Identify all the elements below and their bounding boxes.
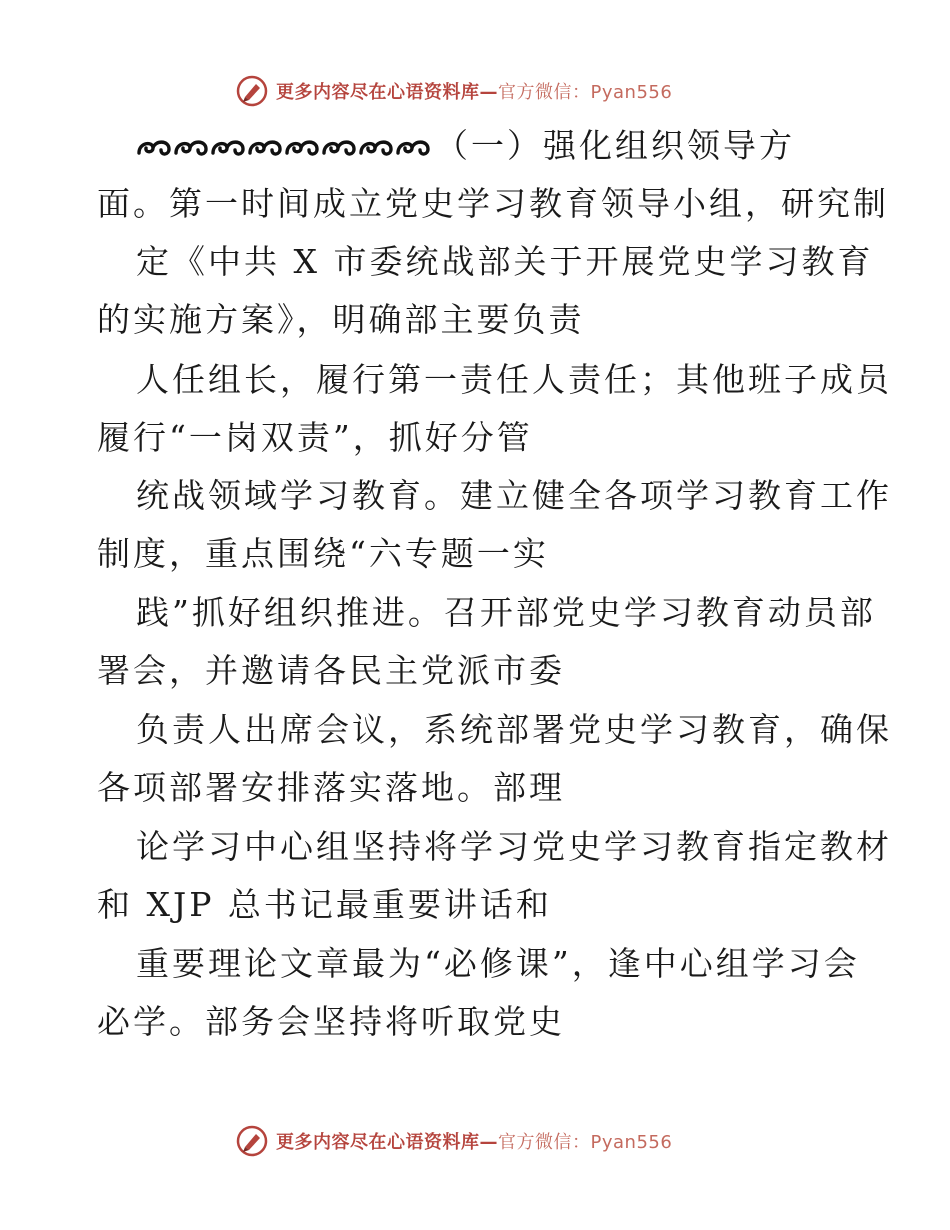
ornament-icon: [395, 136, 431, 160]
watermark-header: [236, 71, 672, 111]
doc-line-3: 定《中共 X 市委统战部关于开展党史学习教育: [136, 242, 874, 281]
watermark-brand: 更多内容尽在心语资料库: [276, 1132, 480, 1153]
doc-line-8: 制度，重点围绕“六专题一实: [97, 534, 549, 573]
watermark-text: [276, 1128, 672, 1154]
doc-line-1: [136, 126, 795, 166]
doc-line-13: 论学习中心组坚持将学习党史学习教育指定教材: [136, 827, 892, 866]
ornament-icon: [321, 136, 357, 160]
doc-line-11: 负责人出席会议，系统部署党史学习教育，确保: [136, 710, 892, 749]
doc-line-4: 的实施方案》，明确部主要负责: [97, 300, 585, 339]
watermark-wechat: 官方微信：Pyan556: [498, 1132, 673, 1153]
doc-line-2: 面。第一时间成立党史学习教育领导小组，研究制: [97, 184, 889, 223]
watermark-dash: —: [479, 1132, 498, 1153]
doc-line-5: 人任组长，履行第一责任人责任；其他班子成员: [136, 360, 892, 399]
doc-line-12: 各项部署安排落实落地。部理: [97, 768, 565, 807]
doc-line-7: 统战领域学习教育。建立健全各项学习教育工作: [136, 476, 892, 515]
watermark-wechat: 官方微信：Pyan556: [498, 82, 673, 103]
ornament-icon: [173, 136, 209, 160]
ornament-icon: [210, 136, 246, 160]
ornament-icon: [284, 136, 320, 160]
ornament-icon: [358, 136, 394, 160]
watermark-dash: —: [479, 82, 498, 103]
doc-line-15: 重要理论文章最为“必修课”，逢中心组学习会: [136, 944, 860, 983]
section-heading: （一）强化组织领导方: [435, 126, 795, 165]
ornament-icon: [247, 136, 283, 160]
ornament-row: [136, 136, 431, 160]
doc-line-14: 和 XJP 总书记最重要讲话和: [97, 885, 552, 924]
doc-line-6: 履行“一岗双责”，抓好分管: [97, 418, 533, 457]
watermark-brand: 更多内容尽在心语资料库: [276, 82, 480, 103]
brand-logo-icon: [236, 1125, 268, 1157]
doc-line-9: 践”抓好组织推进。召开部党史学习教育动员部: [136, 593, 876, 632]
doc-line-16: 必学。部务会坚持将听取党史: [97, 1002, 565, 1041]
doc-line-10: 署会，并邀请各民主党派市委: [97, 651, 565, 690]
ornament-icon: [136, 136, 172, 160]
watermark-text: [276, 78, 672, 104]
brand-logo-icon: [236, 75, 268, 107]
watermark-footer: [236, 1121, 672, 1161]
